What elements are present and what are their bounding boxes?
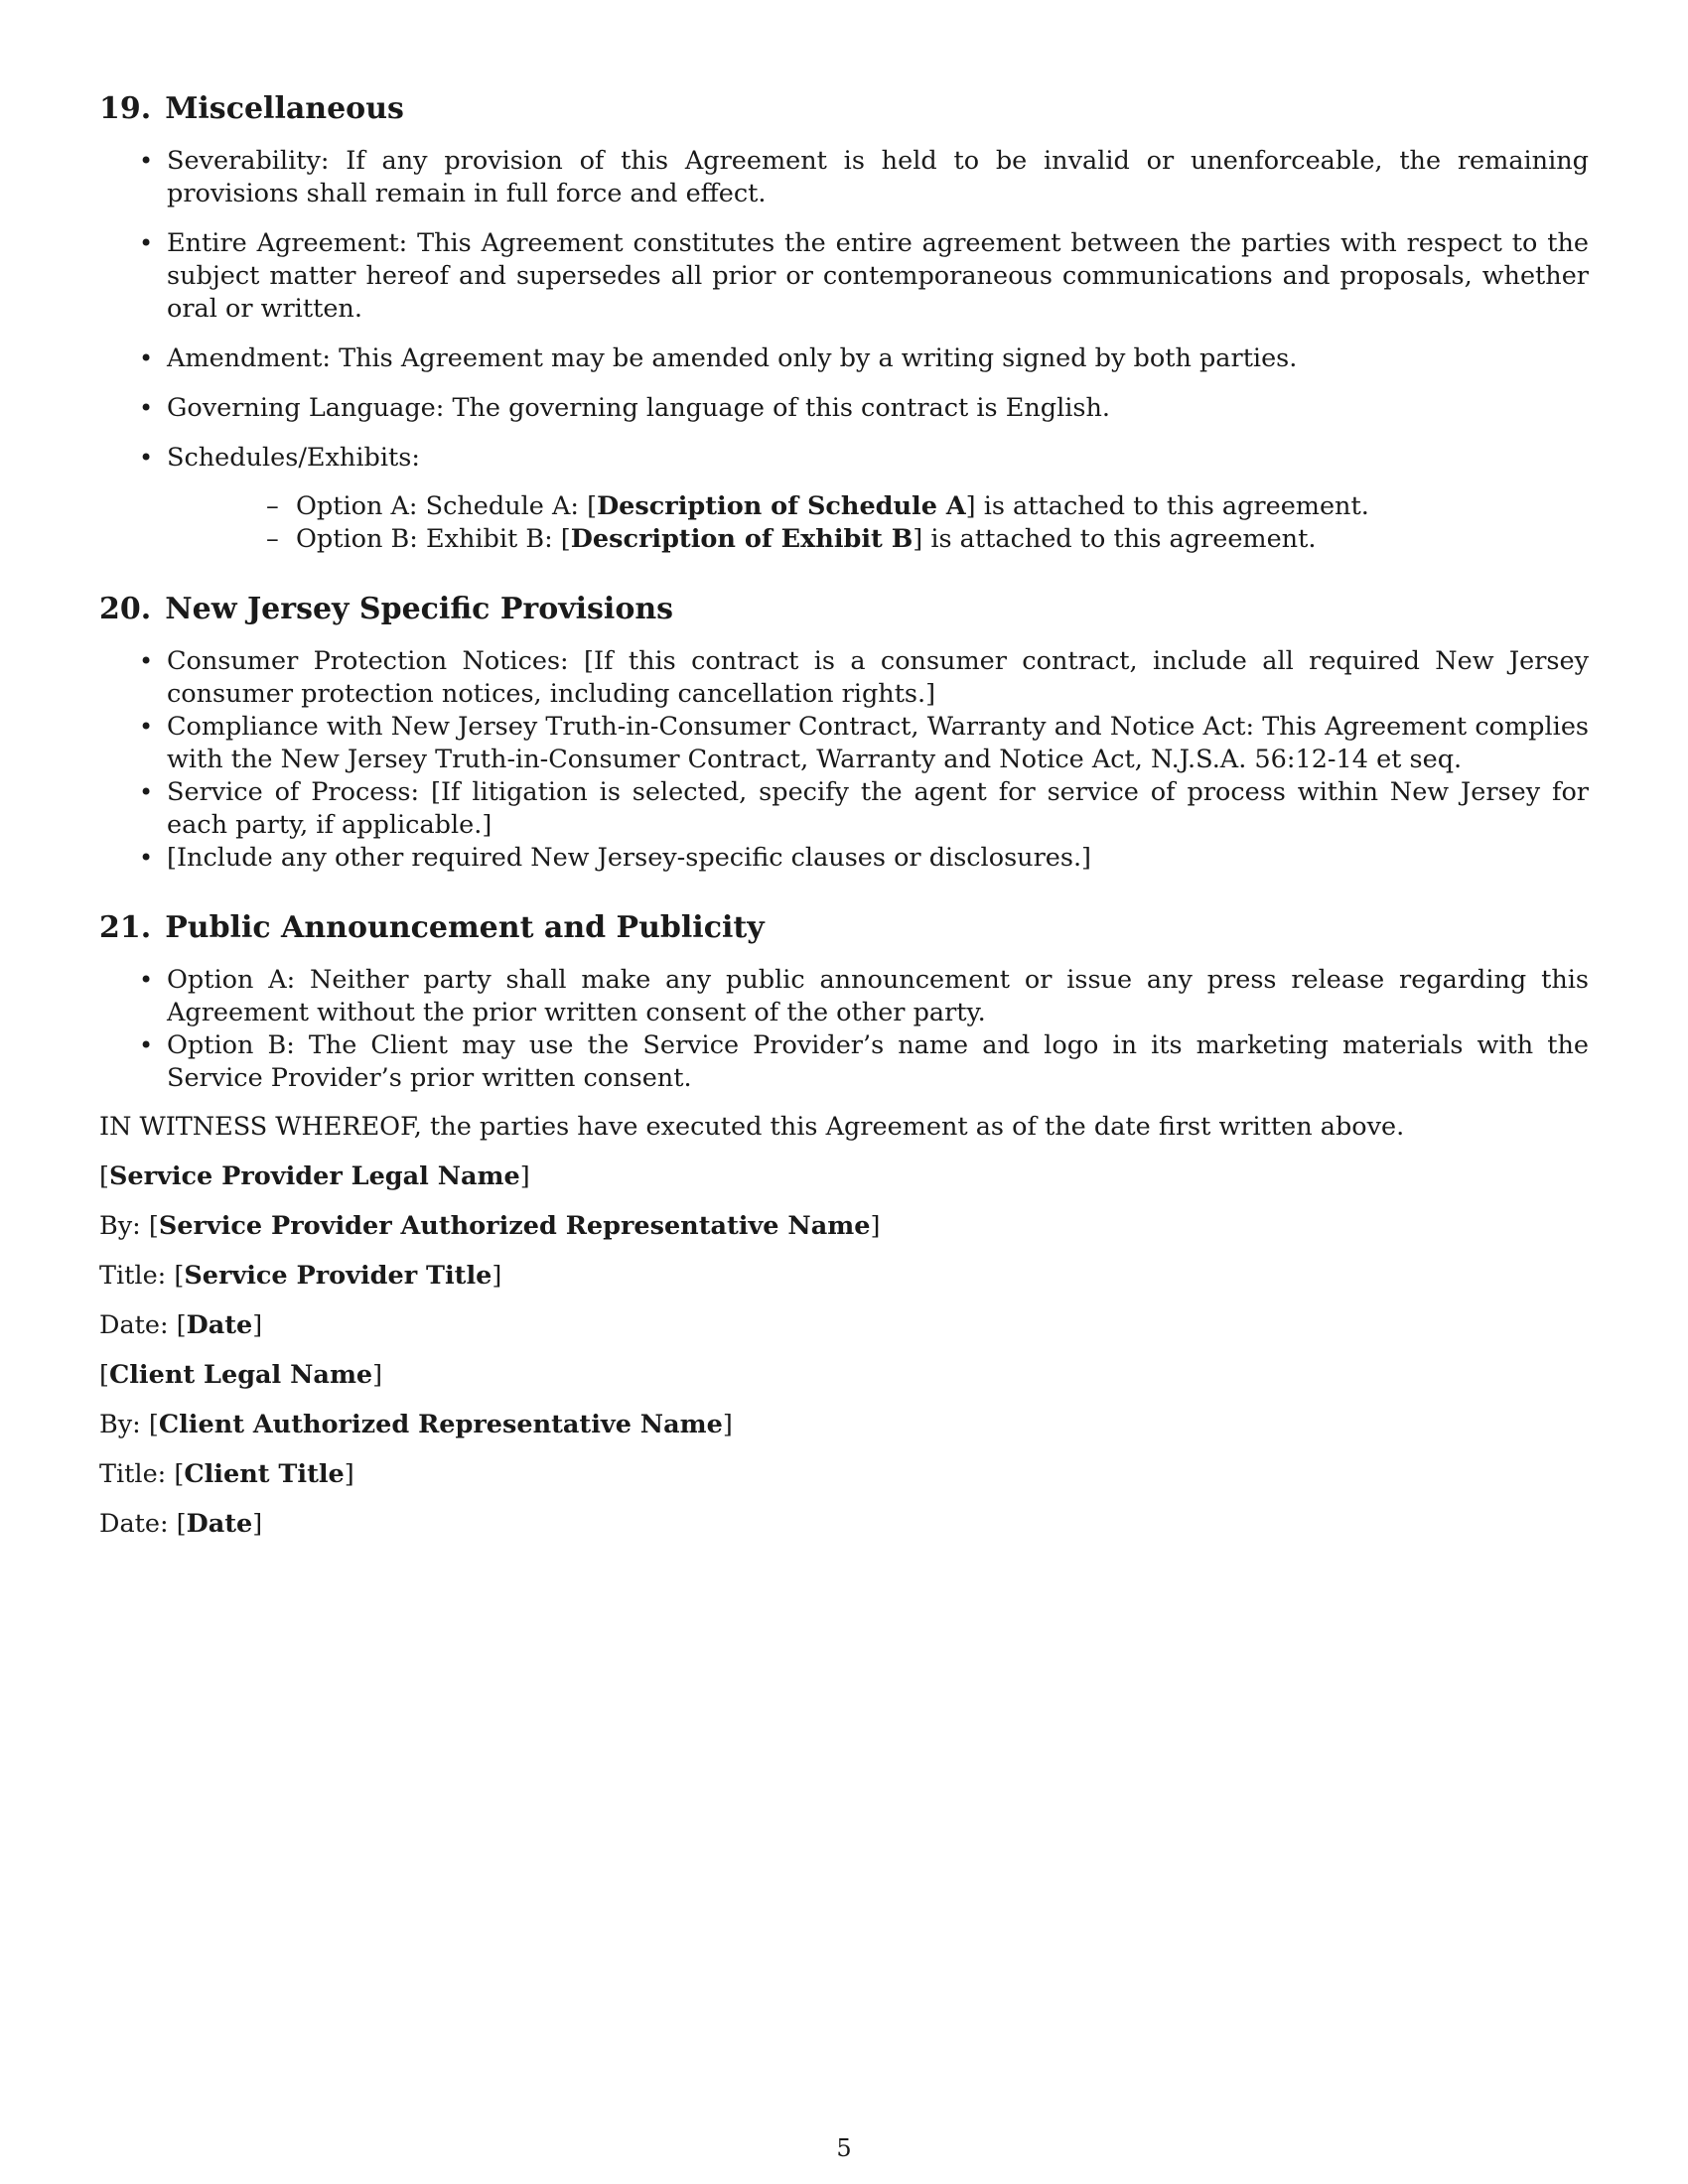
section-heading	[99, 910, 1589, 946]
section-title: Miscellaneous	[165, 91, 404, 126]
provider-by-line: By: [Service Provider Authorized Representative Name]	[99, 1211, 881, 1241]
title-label: Title:	[99, 1459, 167, 1489]
bullet-list	[99, 645, 1589, 875]
list-item: • Option A: Neither party shall make any public announcement or issue any press release regarding this Agreement without the prior written consent of the other party.	[99, 964, 1589, 1029]
list-item: • Compliance with New Jersey Truth-in-Consumer Contract, Warranty and Notice Act: This Agreement complies with the New Jersey Truth-in-Consumer Contract, Warranty and Notice Act, N.J.S.A. 56:12-14 et seq.	[99, 711, 1589, 776]
provider-signature-block	[99, 1160, 1589, 1342]
witness-clause: IN WITNESS WHEREOF, the parties have executed this Agreement as of the date first written above.	[99, 1112, 1405, 1142]
list-item: • Option B: The Client may use the Service Provider’s name and logo in its marketing materials with the Service Provider’s prior written consent.	[99, 1029, 1589, 1095]
section-title: New Jersey Specific Provisions	[165, 592, 674, 626]
provider-legal-name: [Service Provider Legal Name]	[99, 1161, 530, 1191]
section-21	[99, 910, 1589, 1095]
sub-list	[167, 490, 1589, 556]
sub-item-prefix: Option B: Exhibit B: [	[296, 524, 571, 554]
bullet-list	[99, 964, 1589, 1095]
by-label: By:	[99, 1211, 141, 1241]
client-title: Client Title	[184, 1459, 345, 1489]
list-item: • Service of Process: [If litigation is selected, specify the agent for service of process within New Jersey for each party, if applicable.]	[99, 776, 1589, 842]
provider-title-line: Title: [Service Provider Title]	[99, 1261, 502, 1291]
list-item: • Entire Agreement: This Agreement constitutes the entire agreement between the parties with respect to the subject matter hereof and supersedes all prior or contemporaneous communications and proposals, whether oral or written.	[99, 227, 1589, 326]
list-item: • Amendment: This Agreement may be amended only by a writing signed by both parties.	[99, 342, 1589, 375]
client-signature-block	[99, 1359, 1589, 1541]
bullet-list	[99, 145, 1589, 556]
section-number: 19.	[99, 91, 152, 126]
list-item: • Governing Language: The governing language of this contract is English.	[99, 392, 1589, 425]
list-item: • Consumer Protection Notices: [If this contract is a consumer contract, include all required New Jersey consumer protection notices, including cancellation rights.]	[99, 645, 1589, 711]
sub-list-item	[167, 523, 1589, 556]
section-19	[99, 91, 1589, 556]
sub-item-suffix: ] is attached to this agreement.	[965, 491, 1369, 521]
provider-date: Date	[186, 1310, 253, 1340]
client-legal-name: [Client Legal Name]	[99, 1360, 383, 1390]
client-representative: Client Authorized Representative Name	[158, 1410, 723, 1439]
section-heading	[99, 592, 1589, 627]
provider-date-line: Date: [Date]	[99, 1310, 263, 1340]
list-item: • [Include any other required New Jersey-specific clauses or disclosures.]	[99, 842, 1589, 875]
provider-title: Service Provider Title	[184, 1261, 492, 1291]
client-title-line: Title: [Client Title]	[99, 1459, 354, 1489]
client-date-line: Date: [Date]	[99, 1509, 263, 1539]
document-page	[99, 91, 1589, 1558]
title-label: Title:	[99, 1261, 167, 1291]
client-date: Date	[186, 1509, 253, 1539]
provider-legal-name-value: Service Provider Legal Name	[108, 1161, 520, 1191]
sub-list-item	[167, 490, 1589, 523]
page-number: 5	[836, 2134, 852, 2162]
section-number: 20.	[99, 592, 152, 626]
date-label: Date:	[99, 1310, 169, 1340]
client-by-line: By: [Client Authorized Representative Name]	[99, 1410, 733, 1439]
sub-item-placeholder: Description of Schedule A	[597, 491, 966, 521]
date-label: Date:	[99, 1509, 169, 1539]
section-number: 21.	[99, 910, 152, 945]
section-20	[99, 592, 1589, 875]
sub-item-placeholder: Description of Exhibit B	[570, 524, 914, 554]
sub-item-prefix: Option A: Schedule A: [	[296, 491, 598, 521]
sub-item-suffix: ] is attached to this agreement.	[913, 524, 1317, 554]
section-title: Public Announcement and Publicity	[165, 910, 765, 945]
client-legal-name-value: Client Legal Name	[108, 1360, 373, 1390]
section-heading	[99, 91, 1589, 127]
by-label: By:	[99, 1410, 141, 1439]
list-item-schedules	[99, 442, 1589, 556]
list-item: • Severability: If any provision of this Agreement is held to be invalid or unenforceable, the remaining provisions shall remain in full force and effect.	[99, 145, 1589, 210]
list-item-text: Schedules/Exhibits:	[167, 443, 420, 473]
provider-representative: Service Provider Authorized Representative Name	[158, 1211, 871, 1241]
